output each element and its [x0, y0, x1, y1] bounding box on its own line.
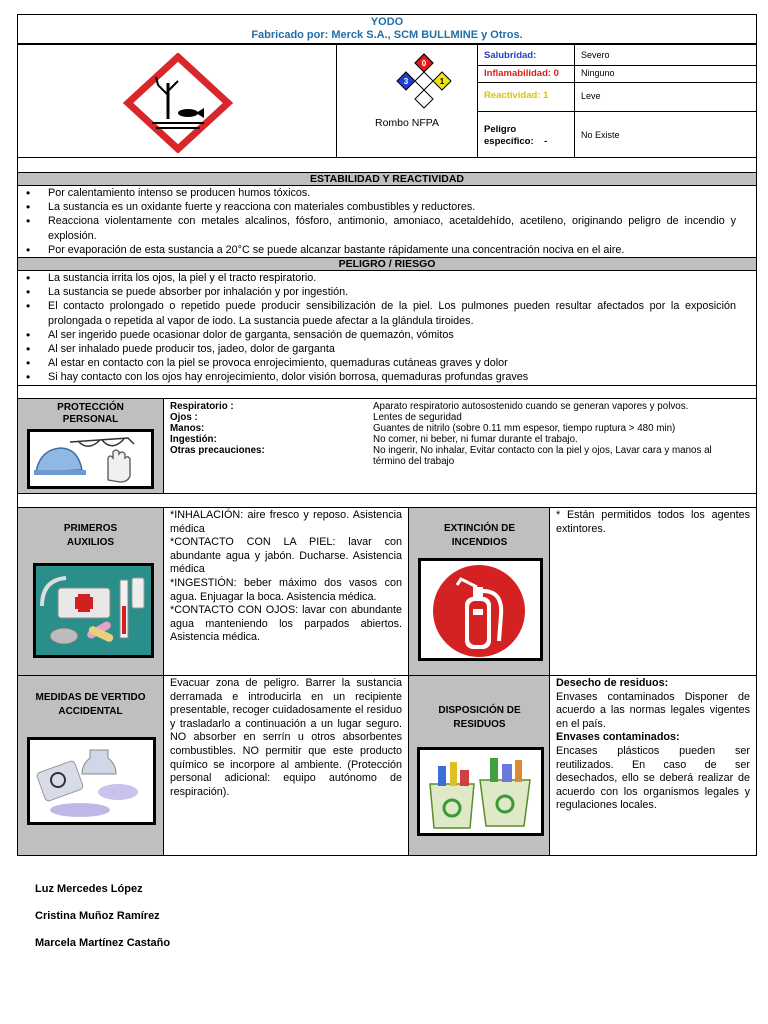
- nfpa-key-flammability: Inflamabilidad: 0: [484, 68, 559, 79]
- disposal-cell: [408, 675, 550, 856]
- recycling-image: [417, 747, 544, 836]
- spill-title: MEDIDAS DE VERTIDO ACCIDENTAL: [35, 692, 146, 717]
- disposal-text: [550, 676, 756, 815]
- nfpa-value-reactivity: Leve: [581, 91, 601, 101]
- list-item: • Al ser inhalado puede producir tos, jadeo, dolor de garganta: [48, 342, 736, 356]
- list-item: • La sustancia es un oxidante fuerte y reacciona con materiales combustibles y reductores.: [48, 200, 736, 214]
- disposal-title: DISPOSICIÓN DE RESIDUOS: [438, 705, 521, 730]
- first-aid-line: *INGESTIÓN: beber máximo dos vasos con agua. Enjuagar la boca. Asistencia médica.: [170, 576, 402, 603]
- spacer-row: [17, 157, 757, 173]
- protection-value: Lentes de seguridad: [373, 412, 462, 423]
- nfpa-label: Rombo NFPA: [375, 117, 439, 129]
- fire-cell: [408, 507, 550, 676]
- hazard-list: [17, 270, 757, 386]
- protection-title: PROTECCIÓN PERSONAL: [57, 402, 124, 425]
- list-item: • Por calentamiento intenso se producen humos tóxicos.: [48, 186, 736, 200]
- first-aid-text: [164, 508, 408, 647]
- nfpa-diamond-cell: [336, 44, 478, 158]
- spill-text-cell: [163, 675, 409, 856]
- spill-text: Evacuar zona de peligro. Barrer la sustancia derramada e introducirla en un recipiente presentable, recoger cuidadosamente el residuo y trasladarlo a continuación a un lugar seguro. NO absorber en serrín u otros absorbentes combustibles. NO permitir que este producto químico se incorpore al ambiente. (Protección personal adicional: equipo autónomo de respiración).: [170, 677, 402, 798]
- first-aid-kit-icon: [36, 566, 151, 655]
- first-aid-line: *CONTACTO CON LA PIEL: lavar con abundante agua y jabón. Ducharse. Asistencia médica: [170, 536, 402, 576]
- environment-hazard-icon: [118, 53, 238, 153]
- disposal-heading: Desecho de residuos:: [556, 677, 669, 689]
- disposal-heading: Envases contaminados:: [556, 731, 680, 744]
- protection-table: [170, 401, 750, 467]
- fire-text-cell: [549, 507, 757, 676]
- author-name: Marcela Martínez Castaño: [35, 937, 171, 949]
- author-name: Cristina Muñoz Ramírez: [35, 910, 160, 922]
- nfpa-key-reactivity: Reactividad: 1: [484, 90, 549, 101]
- protection-key: Otras precauciones:: [170, 445, 265, 456]
- first-aid-title: PRIMEROS AUXILIOS: [63, 523, 118, 548]
- list-item: • Si hay contacto con los ojos hay enrojecimiento, dolor visión borrosa, quemaduras profundas graves: [48, 370, 736, 384]
- nfpa-value-specific: No Existe: [581, 130, 620, 140]
- first-aid-line: *INHALACIÓN: aire fresco y reposo. Asistencia médica: [170, 509, 402, 535]
- ppe-image: [27, 429, 154, 489]
- protection-value: Aparato respiratorio autosostenido cuando se generan vapores y polvos.: [373, 401, 689, 412]
- nfpa-key-specific: Peligro específico: -: [484, 124, 548, 147]
- spill-image: [27, 737, 156, 825]
- nfpa-reactivity-value: 1: [439, 77, 445, 86]
- table-row: [170, 412, 750, 423]
- list-item: • Al ser ingerido puede ocasionar dolor de garganta, sensación de quemazón, vómitos: [48, 328, 736, 342]
- ppe-icon: [30, 432, 151, 486]
- manufacturer-line: Fabricado por: Merck S.A., SCM BULLMINE y Otros.: [251, 29, 523, 41]
- nfpa-key-health: Salubridad:: [484, 50, 537, 61]
- list-item: • La sustancia se puede absorber por inhalación y por ingestión.: [48, 285, 736, 299]
- disposal-text-cell: [549, 675, 757, 856]
- hazard-section-title: PELIGRO / RIESGO: [17, 257, 757, 271]
- stability-section-title: ESTABILIDAD Y REACTIVIDAD: [17, 172, 757, 186]
- protection-key: Ojos :: [170, 412, 198, 423]
- ghs-pictogram-cell: [17, 44, 337, 158]
- document-header: [17, 14, 757, 44]
- protection-key: Ingestión:: [170, 434, 217, 445]
- table-row: [170, 423, 750, 434]
- spill-cell: [17, 675, 164, 856]
- protection-key: Respiratorio :: [170, 401, 234, 412]
- nfpa-flammability-value: 0: [421, 59, 427, 68]
- table-row: [170, 401, 750, 412]
- author-name: Luz Mercedes López: [35, 883, 143, 895]
- fire-title: EXTINCIÓN DE INCENDIOS: [443, 523, 516, 548]
- disposal-paragraph: Envases contaminados Disponer de acuerdo a las normas legales vigentes en el país.: [556, 690, 750, 730]
- disposal-paragraph: Encases plásticos pueden ser reutilizados. En caso de ser desechados, ello se deberá realizar de acuerdo con los organismos legales y regulaciones locales.: [556, 744, 750, 812]
- spacer-row: [17, 493, 757, 508]
- nfpa-value-health: Severo: [581, 50, 610, 60]
- nfpa-legend-table: [477, 44, 757, 158]
- recycling-bins-icon: [420, 750, 541, 833]
- protection-value: Guantes de nitrilo (sobre 0.11 mm espesor, tiempo ruptura > 480 min): [373, 423, 676, 434]
- first-aid-text-cell: [163, 507, 409, 676]
- substance-title: YODO: [370, 16, 404, 28]
- protection-value: No ingerir, No inhalar, Evitar contacto con la piel y ojos, Lavar cara y manos al término del trabajo: [373, 445, 712, 467]
- table-row: [170, 434, 750, 445]
- list-item: • Al estar en contacto con la piel se provoca enrojecimiento, quemaduras cutáneas graves y dolor: [48, 356, 736, 370]
- nfpa-health-value: 3: [403, 77, 409, 86]
- spacer-row: [17, 385, 757, 399]
- protection-details: [163, 398, 757, 494]
- fire-text: * Están permitidos todos los agentes extintores.: [556, 509, 750, 535]
- table-row: [170, 445, 750, 467]
- first-aid-cell: [17, 507, 164, 676]
- nfpa-value-flammability: Ninguno: [581, 68, 615, 78]
- protection-value: No comer, ni beber, ni fumar durante el trabajo.: [373, 434, 578, 445]
- stability-list: [17, 185, 757, 258]
- protection-cell: [17, 398, 164, 494]
- protection-key: Manos:: [170, 423, 205, 434]
- list-item: • Reacciona violentamente con metales alcalinos, fósforo, antimonio, amoniaco, acetaldehído, acetileno, originando peligro de incendio y explosión.: [48, 214, 736, 242]
- nfpa-diamond-icon: [377, 49, 457, 113]
- list-item: • Por evaporación de esta sustancia a 20°C se puede alcanzar bastante rápidamente una concentración nociva en el aire.: [48, 243, 736, 257]
- list-item: • La sustancia irrita los ojos, la piel y el tracto respiratorio.: [48, 271, 736, 285]
- chemical-spill-icon: [30, 740, 153, 822]
- first-aid-image: [33, 563, 154, 658]
- first-aid-line: *CONTACTO CON OJOS: lavar con abundante agua manteniendo los parpados abiertos. Asistencia médica.: [170, 604, 402, 644]
- fire-extinguisher-image: [418, 558, 543, 661]
- fire-extinguisher-icon: [421, 561, 540, 658]
- list-item: • El contacto prolongado o repetido puede producir sensibilización de la piel. Los pulmones pueden resultar afectados por la exposición prolongada o repetida al vapor de iodo. La sustancia puede afectar a la glándula tiroides.: [48, 299, 736, 327]
